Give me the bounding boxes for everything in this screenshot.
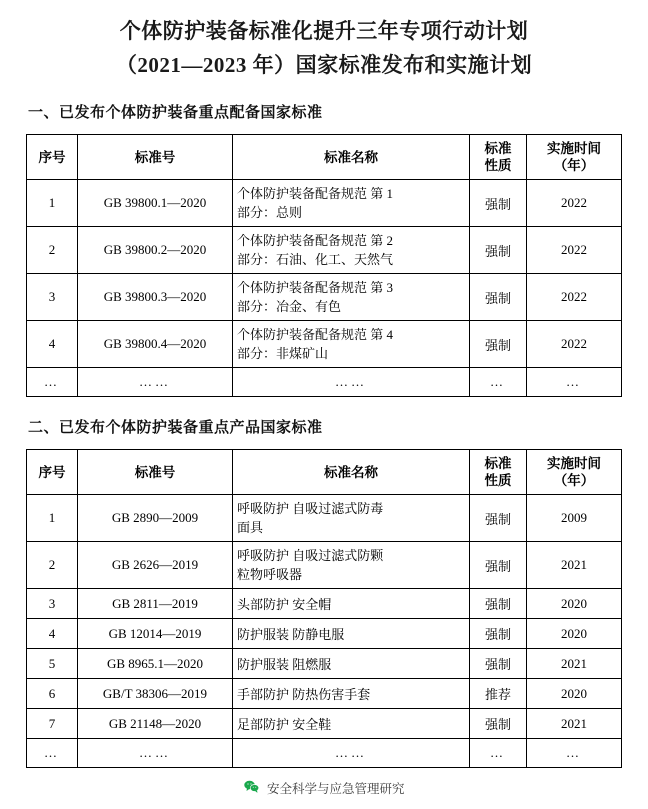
column-header-standard-name: 标准名称 <box>233 450 470 495</box>
column-header-standard-type <box>470 135 527 180</box>
table-row-continuation <box>27 368 622 397</box>
page-title-line-2: （2021—2023 年）国家标准发布和实施计划 <box>115 53 533 77</box>
page-title-line-1: 个体防护装备标准化提升三年专项行动计划 <box>119 19 529 43</box>
cell-seq: 1 <box>27 495 78 542</box>
cell-standard-name: 头部防护 安全帽 <box>233 589 470 619</box>
cell-seq-continuation: … <box>27 739 78 768</box>
table-row <box>27 649 622 679</box>
cell-standard-name-line-2: 面具 <box>237 520 264 535</box>
cell-standard-name <box>233 495 470 542</box>
cell-standard-name-line-2: 部分：非煤矿山 <box>237 346 329 361</box>
cell-standard-name-line-1: 个体防护装备配备规范 第 3 <box>237 280 394 295</box>
cell-seq: 4 <box>27 619 78 649</box>
cell-standard-type: 强制 <box>470 180 527 227</box>
cell-standard-name: 手部防护 防热伤害手套 <box>233 679 470 709</box>
table-row <box>27 274 622 321</box>
cell-seq: 3 <box>27 589 78 619</box>
table-row <box>27 180 622 227</box>
table-header-row <box>27 450 622 495</box>
cell-standard-no: GB 21148—2020 <box>78 709 233 739</box>
column-header-standard-type-line-1: 标准 <box>484 141 512 156</box>
cell-standard-no: GB 2626—2019 <box>78 542 233 589</box>
cell-standard-name <box>233 180 470 227</box>
cell-seq-continuation: … <box>27 368 78 397</box>
column-header-seq: 序号 <box>27 450 78 495</box>
cell-standard-no-continuation: …… <box>78 739 233 768</box>
cell-standard-no: GB 2811—2019 <box>78 589 233 619</box>
wechat-icon <box>244 780 259 793</box>
cell-standard-name-line-1: 呼吸防护 自吸过滤式防颗 <box>237 548 384 563</box>
cell-standard-name-line-1: 呼吸防护 自吸过滤式防毒 <box>237 501 384 516</box>
cell-standard-no: GB 39800.4—2020 <box>78 321 233 368</box>
cell-standard-no: GB 2890—2009 <box>78 495 233 542</box>
cell-implementation-year: 2022 <box>527 180 622 227</box>
page-title <box>26 14 622 82</box>
cell-standard-no: GB 39800.3—2020 <box>78 274 233 321</box>
table-row <box>27 619 622 649</box>
cell-implementation-year: 2022 <box>527 321 622 368</box>
cell-implementation-year: 2020 <box>527 619 622 649</box>
cell-implementation-year: 2021 <box>527 709 622 739</box>
cell-implementation-year-continuation: … <box>527 368 622 397</box>
column-header-standard-name: 标准名称 <box>233 135 470 180</box>
column-header-standard-type-line-1: 标准 <box>484 456 512 471</box>
cell-standard-type: 强制 <box>470 274 527 321</box>
table-row <box>27 679 622 709</box>
cell-implementation-year: 2021 <box>527 649 622 679</box>
section-heading-1: 一、已发布个体防护装备重点配备国家标准 <box>28 105 323 121</box>
footer-account-name: 安全科学与应急管理研究 <box>266 782 405 796</box>
column-header-standard-type <box>470 450 527 495</box>
cell-standard-type-continuation: … <box>470 739 527 768</box>
cell-standard-name <box>233 227 470 274</box>
cell-standard-name: 足部防护 安全鞋 <box>233 709 470 739</box>
cell-standard-name-line-1: 个体防护装备配备规范 第 1 <box>237 186 394 201</box>
cell-implementation-year: 2020 <box>527 589 622 619</box>
column-header-standard-type-line-2: 性质 <box>484 158 512 173</box>
table-published-allocation-standards <box>26 134 622 397</box>
table-header-row <box>27 135 622 180</box>
cell-standard-name: 防护服装 阻燃服 <box>233 649 470 679</box>
table-row <box>27 542 622 589</box>
table-row <box>27 495 622 542</box>
cell-seq: 2 <box>27 542 78 589</box>
cell-standard-no: GB 39800.2—2020 <box>78 227 233 274</box>
cell-seq: 3 <box>27 274 78 321</box>
cell-standard-name-line-2: 部分：总则 <box>237 205 303 220</box>
cell-standard-no: GB/T 38306—2019 <box>78 679 233 709</box>
cell-implementation-year: 2009 <box>527 495 622 542</box>
table-row <box>27 709 622 739</box>
cell-implementation-year: 2021 <box>527 542 622 589</box>
table-body <box>27 495 622 768</box>
cell-standard-type: 强制 <box>470 649 527 679</box>
cell-seq: 6 <box>27 679 78 709</box>
column-header-implementation-year <box>527 135 622 180</box>
cell-standard-type: 强制 <box>470 589 527 619</box>
cell-standard-type: 强制 <box>470 542 527 589</box>
column-header-standard-no: 标准号 <box>78 450 233 495</box>
cell-standard-name-continuation: …… <box>233 739 470 768</box>
cell-seq: 5 <box>27 649 78 679</box>
cell-standard-name-line-1: 个体防护装备配备规范 第 2 <box>237 233 394 248</box>
table-row-continuation <box>27 739 622 768</box>
cell-standard-no-continuation: …… <box>78 368 233 397</box>
cell-standard-type-continuation: … <box>470 368 527 397</box>
table-row <box>27 227 622 274</box>
column-header-implementation-year-line-1: 实施时间 <box>547 456 601 471</box>
table-row <box>27 589 622 619</box>
cell-standard-no: GB 39800.1—2020 <box>78 180 233 227</box>
cell-seq: 4 <box>27 321 78 368</box>
table-published-product-standards <box>26 449 622 768</box>
cell-standard-name: 防护服装 防静电服 <box>233 619 470 649</box>
cell-standard-name <box>233 542 470 589</box>
column-header-implementation-year-line-2: （年） <box>553 473 595 488</box>
cell-standard-no: GB 12014—2019 <box>78 619 233 649</box>
cell-implementation-year: 2022 <box>527 227 622 274</box>
cell-seq: 2 <box>27 227 78 274</box>
table-header <box>27 450 622 495</box>
cell-standard-type: 强制 <box>470 321 527 368</box>
cell-standard-type: 强制 <box>470 495 527 542</box>
cell-standard-type: 强制 <box>470 619 527 649</box>
cell-standard-name <box>233 274 470 321</box>
footer-account <box>0 779 648 797</box>
table-row <box>27 321 622 368</box>
cell-standard-name-line-2: 部分：石油、化工、天然气 <box>237 252 394 267</box>
cell-standard-type: 强制 <box>470 227 527 274</box>
column-header-standard-no: 标准号 <box>78 135 233 180</box>
column-header-implementation-year-line-2: （年） <box>553 158 595 173</box>
cell-seq: 1 <box>27 180 78 227</box>
cell-standard-name-line-1: 个体防护装备配备规范 第 4 <box>237 327 394 342</box>
cell-standard-type: 强制 <box>470 709 527 739</box>
cell-implementation-year-continuation: … <box>527 739 622 768</box>
cell-implementation-year: 2020 <box>527 679 622 709</box>
table-body <box>27 180 622 397</box>
column-header-implementation-year-line-1: 实施时间 <box>547 141 601 156</box>
cell-standard-name-line-2: 粒物呼吸器 <box>237 567 303 582</box>
cell-seq: 7 <box>27 709 78 739</box>
column-header-implementation-year <box>527 450 622 495</box>
cell-standard-no: GB 8965.1—2020 <box>78 649 233 679</box>
table-header <box>27 135 622 180</box>
cell-standard-name-continuation: …… <box>233 368 470 397</box>
cell-standard-name <box>233 321 470 368</box>
column-header-standard-type-line-2: 性质 <box>484 473 512 488</box>
cell-standard-name-line-2: 部分：冶金、有色 <box>237 299 342 314</box>
cell-standard-type: 推荐 <box>470 679 527 709</box>
section-heading-2: 二、已发布个体防护装备重点产品国家标准 <box>28 420 323 436</box>
cell-implementation-year: 2022 <box>527 274 622 321</box>
column-header-seq: 序号 <box>27 135 78 180</box>
